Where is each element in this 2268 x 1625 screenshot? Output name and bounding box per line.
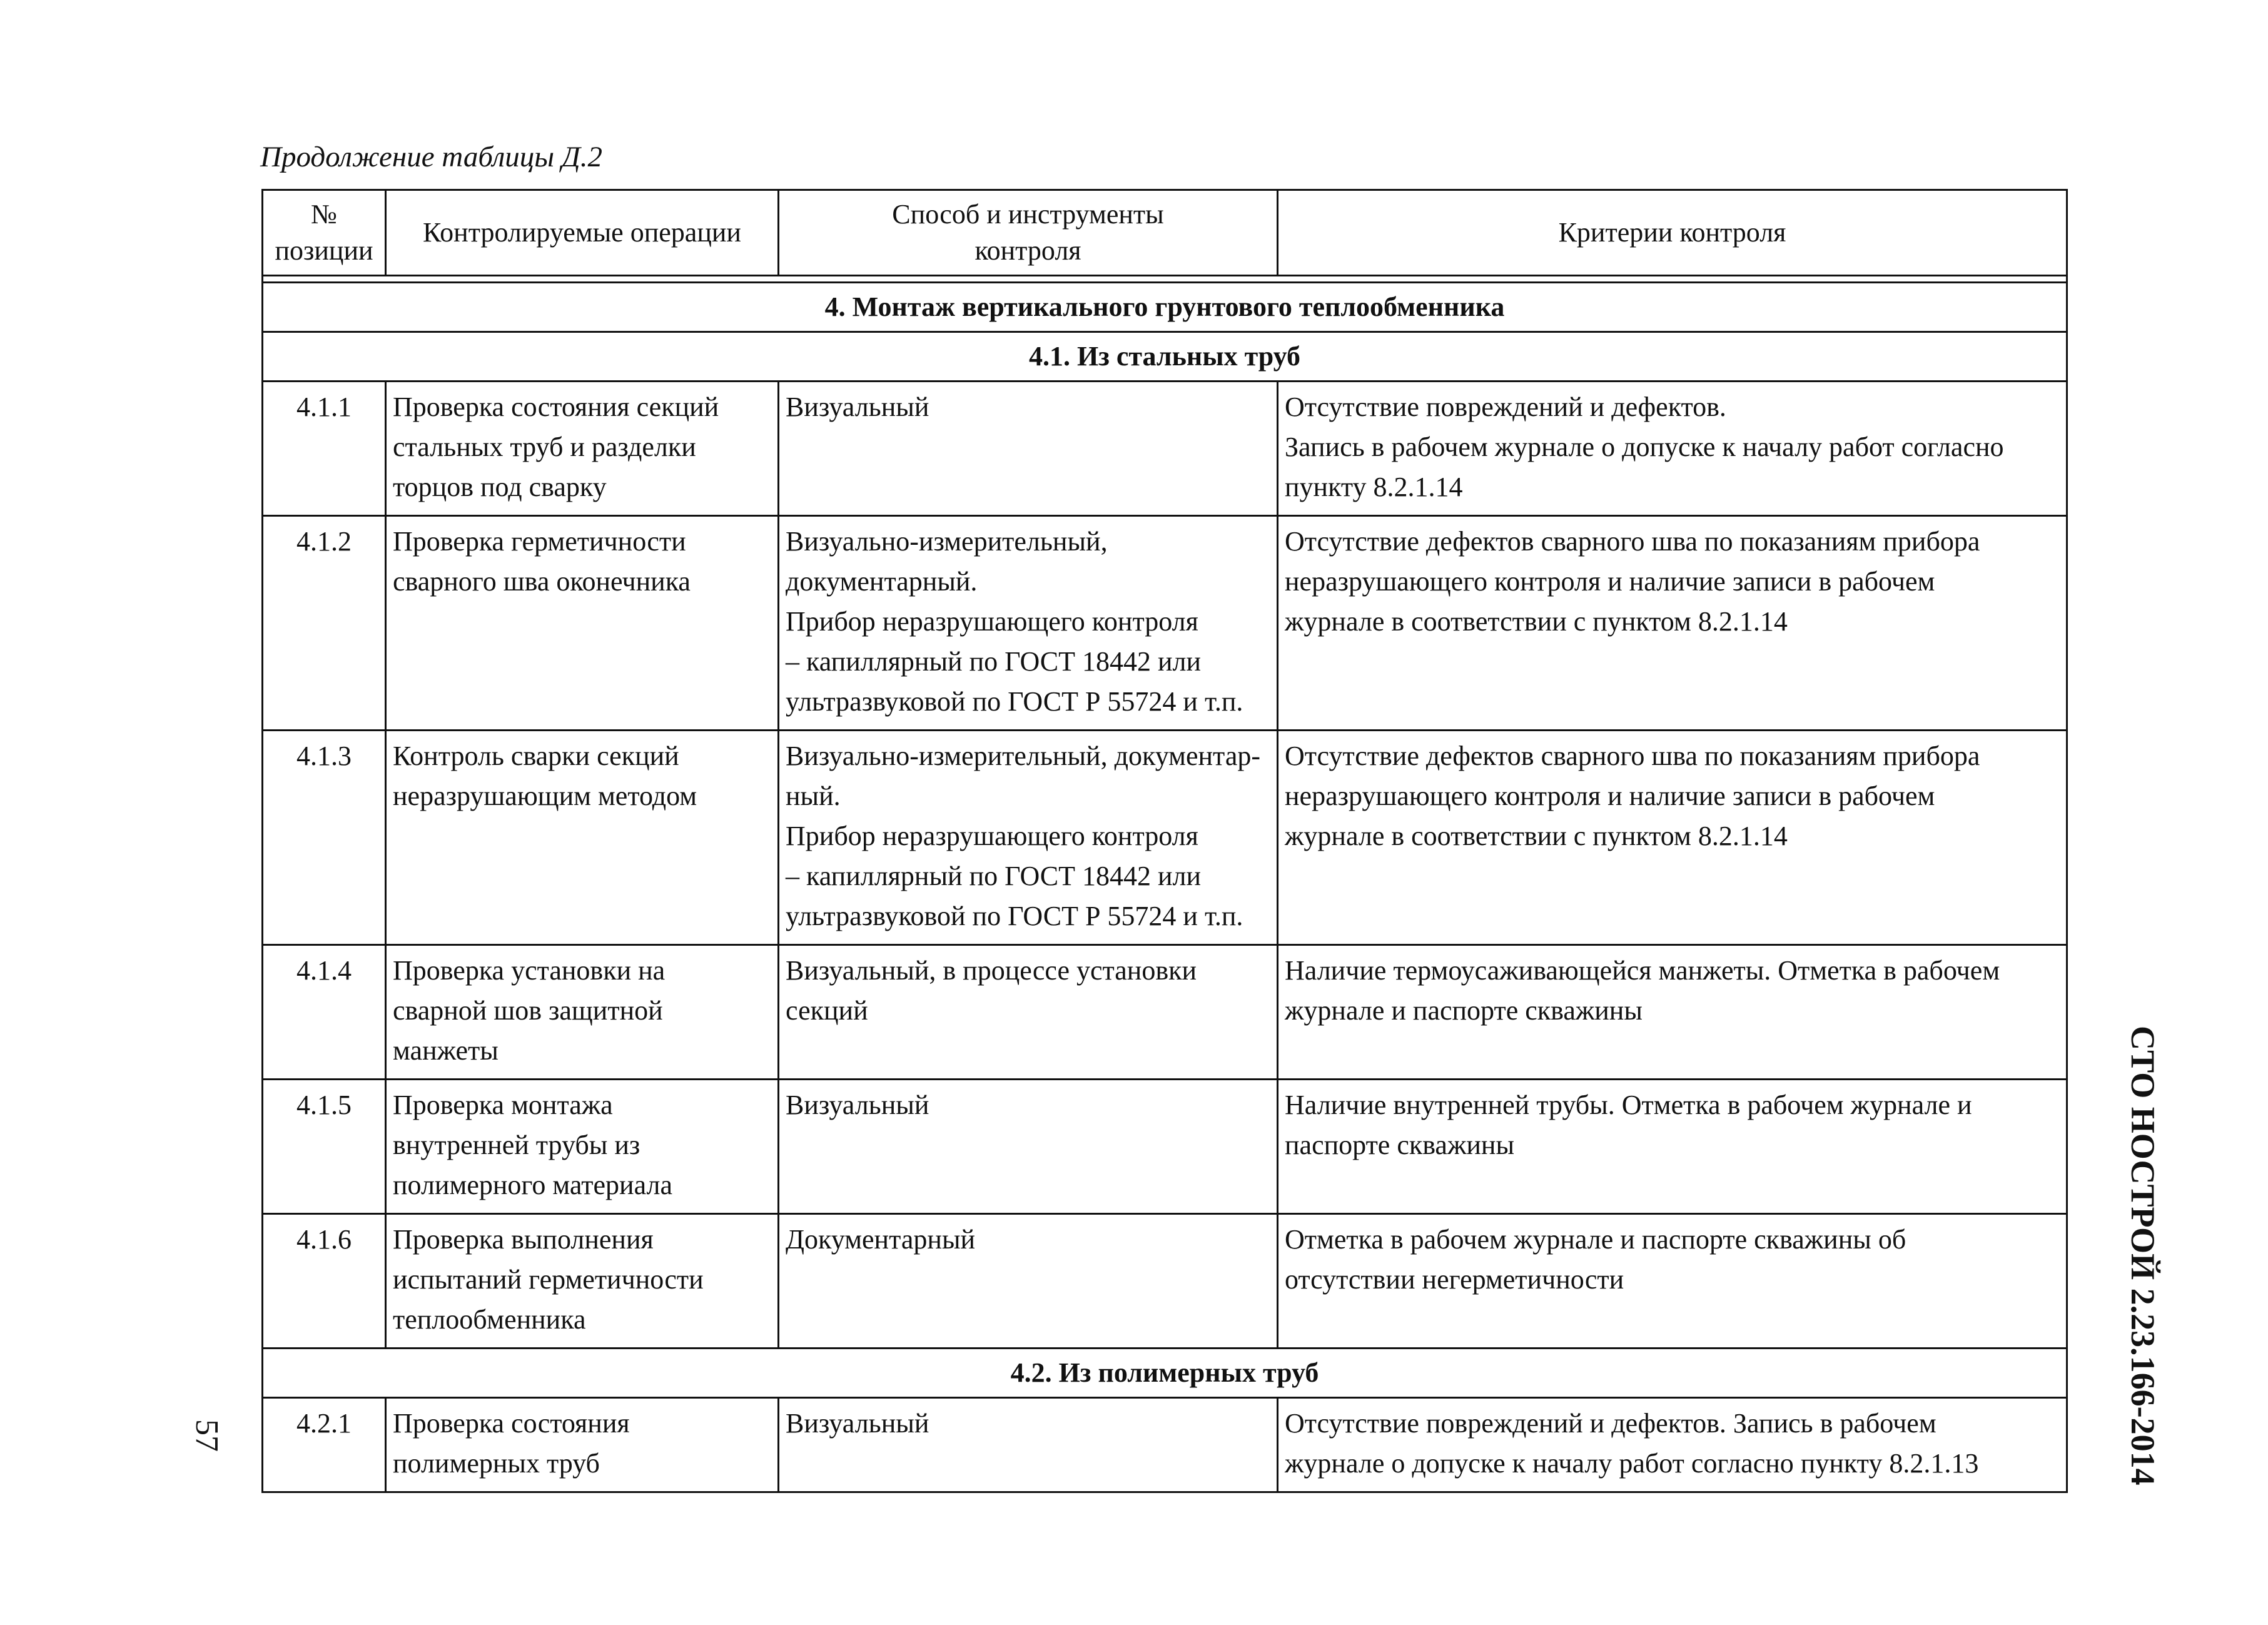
criteria-cell-line: Запись в рабочем журнале о допуске к началу работ согласно	[1285, 432, 2004, 462]
page-number: 57	[189, 1419, 225, 1452]
operation-cell	[386, 1214, 779, 1349]
table-row	[263, 1214, 2067, 1349]
document-code: СТО НОСТРОЙ 2.23.166-2014	[2124, 1026, 2162, 1486]
method-cell-line: секций	[786, 995, 868, 1026]
criteria-cell-line: отсутствии негерметичности	[1285, 1264, 1624, 1295]
header-position-number: № позиции	[263, 190, 386, 276]
method-cell-line: ный.	[786, 781, 841, 811]
method-cell	[779, 731, 1278, 945]
header-separator	[263, 276, 2067, 283]
operation-cell-line: полимерных труб	[393, 1448, 600, 1479]
control-table	[261, 189, 2068, 1493]
method-cell-line: Визуальный	[786, 1408, 929, 1439]
operation-cell-line: испытаний герметичности	[393, 1264, 704, 1295]
subsection-title-4-1: 4.1. Из стальных труб	[263, 332, 2067, 382]
criteria-cell-line: неразрушающего контроля и наличие записи в рабочем	[1285, 566, 1935, 597]
method-cell	[779, 1214, 1278, 1349]
method-cell-line: документарный.	[786, 566, 978, 597]
criteria-cell-line: Отсутствие повреждений и дефектов.	[1285, 392, 1726, 422]
criteria-cell	[1278, 945, 2067, 1080]
method-cell	[779, 516, 1278, 731]
method-cell-line: Визуально-измерительный, документар-	[786, 741, 1260, 771]
position-number: 4.1.4	[263, 945, 386, 1080]
method-cell-line: Прибор неразрушающего контроля	[786, 606, 1198, 637]
criteria-cell-line: журнале и паспорте скважины	[1285, 995, 1643, 1026]
criteria-cell-line: Отсутствие дефектов сварного шва по показаниям прибора	[1285, 741, 1980, 771]
criteria-cell	[1278, 516, 2067, 731]
criteria-cell-line: Отсутствие дефектов сварного шва по показаниям прибора	[1285, 526, 1980, 557]
operation-cell	[386, 516, 779, 731]
criteria-cell-line: журнале в соответствии с пунктом 8.2.1.14	[1285, 821, 1788, 851]
table-caption: Продолжение таблицы Д.2	[260, 141, 603, 173]
subsection-title-4-2: 4.2. Из полимерных труб	[263, 1349, 2067, 1398]
table-row	[263, 516, 2067, 731]
operation-cell-line: Проверка установки на	[393, 955, 666, 986]
operation-cell-line: Проверка состояния	[393, 1408, 630, 1439]
header-method: Способ и инструменты контроля	[779, 190, 1278, 276]
criteria-cell-line: неразрушающего контроля и наличие записи в рабочем	[1285, 781, 1935, 811]
position-number: 4.2.1	[263, 1398, 386, 1492]
criteria-cell	[1278, 1398, 2067, 1492]
criteria-cell	[1278, 382, 2067, 516]
operation-cell-line: сварной шов защитной	[393, 995, 663, 1026]
criteria-cell-line: журнале о допуске к началу работ согласно пункту 8.2.1.13	[1285, 1448, 1979, 1479]
method-cell-line: Документарный	[786, 1224, 976, 1255]
subsection-row	[263, 332, 2067, 382]
operation-cell	[386, 1398, 779, 1492]
method-cell-line: ультразвуковой по ГОСТ Р 55724 и т.п.	[786, 686, 1243, 717]
table-row	[263, 1398, 2067, 1492]
criteria-cell	[1278, 1080, 2067, 1214]
operation-cell	[386, 1080, 779, 1214]
subsection-row	[263, 1349, 2067, 1398]
operation-cell-line: внутренней трубы из	[393, 1130, 640, 1160]
position-number: 4.1.2	[263, 516, 386, 731]
method-cell-line: Визуально-измерительный,	[786, 526, 1108, 557]
operation-cell-line: Проверка герметичности	[393, 526, 686, 557]
criteria-cell	[1278, 731, 2067, 945]
position-number: 4.1.3	[263, 731, 386, 945]
operation-cell-line: Контроль сварки секций	[393, 741, 679, 771]
table-header	[263, 190, 2067, 276]
criteria-cell-line: Наличие внутренней трубы. Отметка в рабочем журнале и	[1285, 1090, 1972, 1120]
table-row	[263, 945, 2067, 1080]
method-cell-line: Визуальный	[786, 392, 929, 422]
method-cell-line: – капиллярный по ГОСТ 18442 или	[786, 861, 1202, 891]
method-cell-line: Визуальный	[786, 1090, 929, 1120]
criteria-cell-line: Отметка в рабочем журнале и паспорте скважины об	[1285, 1224, 1906, 1255]
section-title: 4. Монтаж вертикального грунтового теплообменника	[263, 283, 2067, 332]
method-cell	[779, 1080, 1278, 1214]
operation-cell-line: стальных труб и разделки	[393, 432, 696, 462]
method-cell	[779, 945, 1278, 1080]
position-number: 4.1.6	[263, 1214, 386, 1349]
header-criteria: Критерии контроля	[1278, 190, 2067, 276]
method-cell-line: Визуальный, в процессе установки	[786, 955, 1197, 986]
position-number: 4.1.5	[263, 1080, 386, 1214]
criteria-cell-line: Наличие термоусаживающейся манжеты. Отметка в рабочем	[1285, 955, 2000, 986]
operation-cell-line: неразрушающим методом	[393, 781, 697, 811]
method-cell-line: Прибор неразрушающего контроля	[786, 821, 1198, 851]
position-number: 4.1.1	[263, 382, 386, 516]
criteria-cell-line: пункту 8.2.1.14	[1285, 472, 1463, 502]
operation-cell-line: полимерного материала	[393, 1170, 672, 1200]
method-cell	[779, 382, 1278, 516]
criteria-cell-line: журнале в соответствии с пунктом 8.2.1.14	[1285, 606, 1788, 637]
method-cell-line: – капиллярный по ГОСТ 18442 или	[786, 646, 1202, 677]
operation-cell-line: сварного шва оконечника	[393, 566, 691, 597]
operation-cell	[386, 382, 779, 516]
criteria-cell-line: Отсутствие повреждений и дефектов. Запись в рабочем	[1285, 1408, 1936, 1439]
operation-cell-line: Проверка выполнения	[393, 1224, 654, 1255]
table-row	[263, 731, 2067, 945]
operation-cell-line: Проверка состояния секций	[393, 392, 719, 422]
criteria-cell-line: паспорте скважины	[1285, 1130, 1515, 1160]
header-operations: Контролируемые операции	[386, 190, 779, 276]
section-row	[263, 283, 2067, 332]
operation-cell-line: теплообменника	[393, 1304, 586, 1335]
operation-cell-line: Проверка монтажа	[393, 1090, 613, 1120]
table-row	[263, 382, 2067, 516]
criteria-cell	[1278, 1214, 2067, 1349]
table-row	[263, 1080, 2067, 1214]
operation-cell	[386, 731, 779, 945]
operation-cell	[386, 945, 779, 1080]
operation-cell-line: манжеты	[393, 1035, 499, 1066]
operation-cell-line: торцов под сварку	[393, 472, 607, 502]
method-cell-line: ультразвуковой по ГОСТ Р 55724 и т.п.	[786, 901, 1243, 931]
method-cell	[779, 1398, 1278, 1492]
table-body	[263, 276, 2067, 1492]
